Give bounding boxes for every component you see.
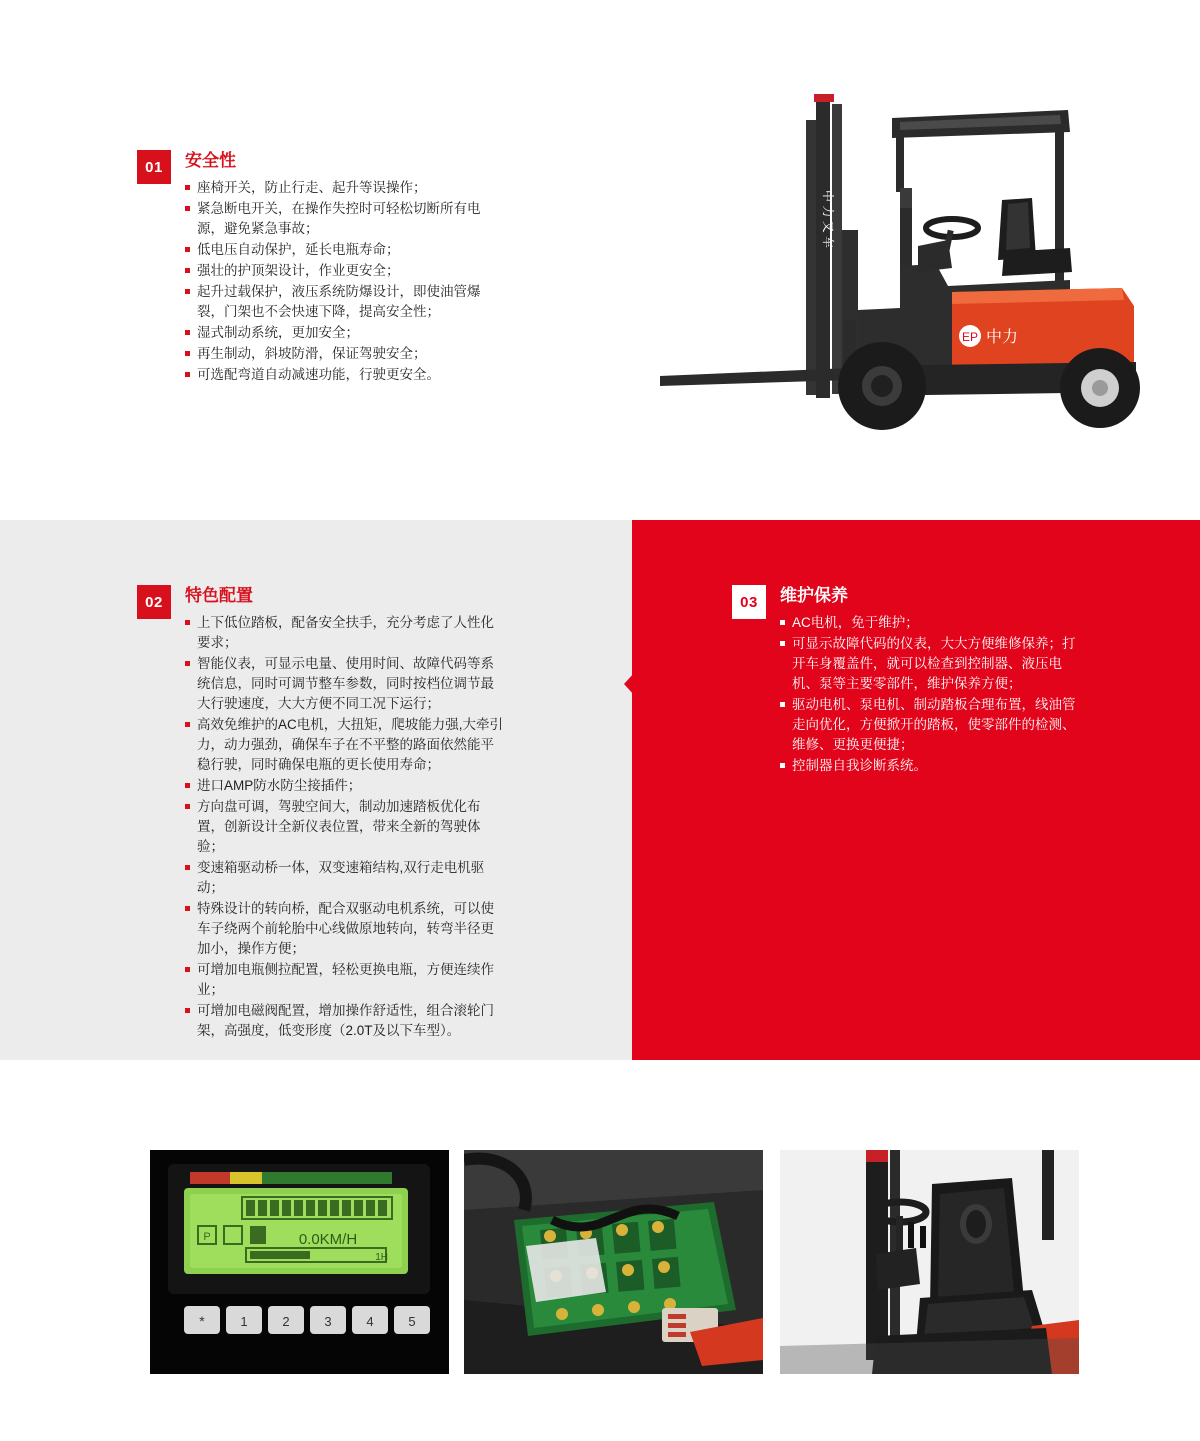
- heading-maintenance: 维护保养: [780, 586, 848, 605]
- svg-text:*: *: [199, 1313, 205, 1329]
- badge-number-03: 03: [732, 585, 766, 619]
- block-features: [137, 585, 507, 1042]
- svg-text:中力: 中力: [986, 329, 1019, 346]
- maintenance-list: [780, 613, 1082, 776]
- photo-battery-compartment: [464, 1150, 763, 1374]
- heading-safety: 安全性: [185, 151, 236, 170]
- features-list: [185, 613, 507, 1041]
- list-item: 智能仪表，可显示电量、使用时间、故障代码等系统信息，同时可调节整车参数，同时按档位调节最大行驶速度，大大方便不同工况下运行；: [185, 654, 507, 714]
- list-item: 可增加电瓶侧拉配置，轻松更换电瓶，方便连续作业；: [185, 960, 507, 1000]
- lcd-hours: 1H: [375, 1252, 388, 1263]
- brand-logo: [959, 325, 1018, 347]
- svg-text:P: P: [203, 1231, 211, 1243]
- features-body: [185, 613, 507, 1041]
- maintenance-body: [780, 613, 1082, 776]
- svg-text:4: 4: [366, 1314, 374, 1329]
- photo-seat-cabin: [780, 1150, 1079, 1374]
- svg-text:EP: EP: [961, 330, 979, 344]
- list-item: AC电机，免于维护；: [780, 613, 1082, 633]
- list-item: 低电压自动保护，延长电瓶寿命；: [185, 240, 487, 260]
- block-safety: [137, 150, 487, 386]
- list-item: 可增加电磁阀配置，增加操作舒适性，组合滚轮门架，高强度，低变形度（2.0T及以下车型）。: [185, 1001, 507, 1041]
- block-maintenance: [732, 585, 1082, 777]
- photo-instrument-panel: [150, 1150, 449, 1374]
- panel-features: [0, 520, 632, 1060]
- safety-list: [185, 178, 487, 385]
- list-item: 进口AMP防水防尘接插件；: [185, 776, 507, 796]
- list-item: 紧急断电开关，在操作失控时可轻松切断所有电源，避免紧急事故；: [185, 199, 487, 239]
- list-item: 再生制动，斜坡防滑，保证驾驶安全；: [185, 344, 487, 364]
- mast-brand-text: 中 力 叉 车: [821, 190, 835, 249]
- list-item: 高效免维护的AC电机，大扭矩，爬坡能力强,大牵引力，动力强劲，确保车子在不平整的路面依然能平稳行驶，同时确保电瓶的更长使用寿命；: [185, 715, 507, 775]
- section-features-maintenance: [0, 520, 1200, 1060]
- list-item: 特殊设计的转向桥，配合双驱动电机系统，可以使车子绕两个前轮胎中心线做原地转向，转弯半径更加小，操作方便；: [185, 899, 507, 959]
- list-item: 控制器自我诊断系统。: [780, 756, 1082, 776]
- heading-features: 特色配置: [185, 586, 253, 605]
- badge-number-01: 01: [137, 150, 171, 184]
- list-item: 可显示故障代码的仪表，大大方便维修保养；打开车身覆盖件，就可以检查到控制器、液压电机、泵等主要零部件，维护保养方便；: [780, 634, 1082, 694]
- svg-text:5: 5: [408, 1314, 416, 1329]
- list-item: 方向盘可调，驾驶空间大，制动加速踏板优化布置，创新设计全新仪表位置，带来全新的驾驶体验；: [185, 797, 507, 857]
- safety-body: [185, 178, 487, 385]
- lcd-speed: 0.0KM/H: [298, 1231, 358, 1248]
- forklift-product-image: [600, 80, 1180, 440]
- panel-divider-arrow: [624, 660, 646, 708]
- svg-text:2: 2: [282, 1314, 290, 1329]
- spacer-band: [0, 1060, 1200, 1120]
- list-item: 驱动电机、泵电机、制动踏板合理布置，线油管走向优化，方便掀开的踏板，使零部件的检测、维修、更换更便捷；: [780, 695, 1082, 755]
- list-item: 座椅开关，防止行走、起升等误操作；: [185, 178, 487, 198]
- list-item: 湿式制动系统，更加安全；: [185, 323, 487, 343]
- list-item: 上下低位踏板，配备安全扶手，充分考虑了人性化要求；: [185, 613, 507, 653]
- badge-number-02: 02: [137, 585, 171, 619]
- list-item: 起升过载保护，液压系统防爆设计，即使油管爆裂，门架也不会快速下降，提高安全性；: [185, 282, 487, 322]
- list-item: 变速箱驱动桥一体，双变速箱结构,双行走电机驱动；: [185, 858, 507, 898]
- photo-strip: [0, 1120, 1200, 1380]
- section-safety: [0, 0, 1200, 520]
- panel-maintenance: [632, 520, 1200, 1060]
- svg-text:3: 3: [324, 1314, 332, 1329]
- svg-text:1: 1: [240, 1314, 248, 1329]
- list-item: 强壮的护顶架设计，作业更安全；: [185, 261, 487, 281]
- list-item: 可选配弯道自动减速功能，行驶更安全。: [185, 365, 487, 385]
